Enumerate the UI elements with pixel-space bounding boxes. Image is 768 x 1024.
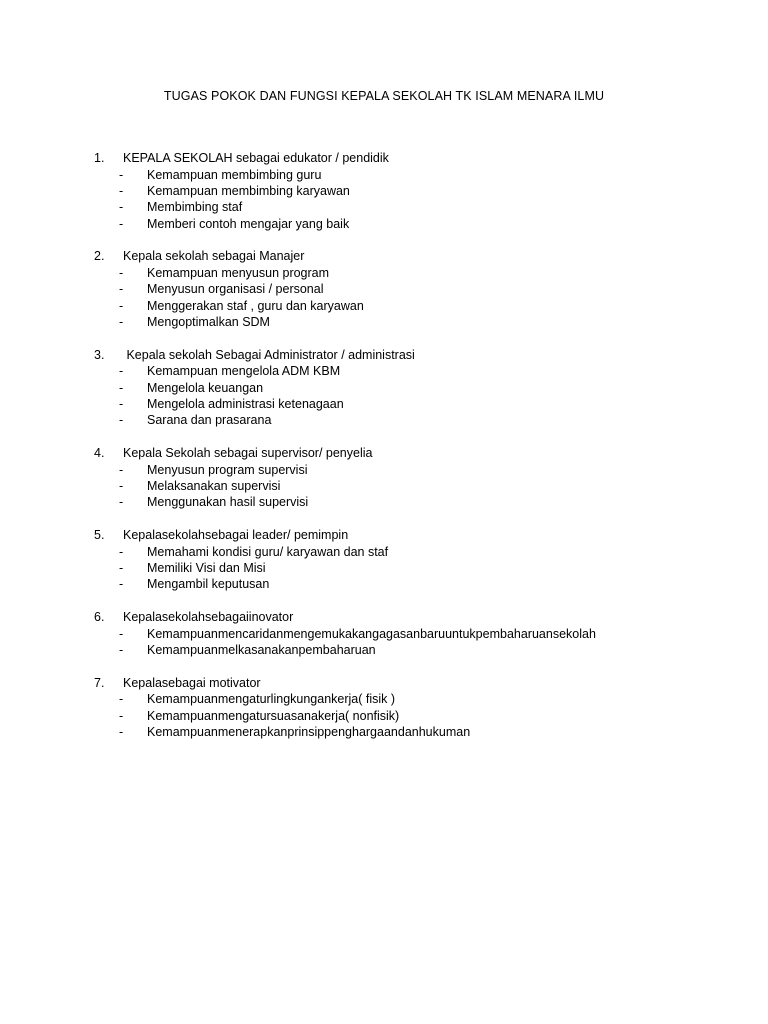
list-item-dash: - <box>119 380 124 395</box>
list-item <box>94 216 734 232</box>
list-item-text: Kemampuan menyusun program <box>147 265 330 280</box>
list-item-dash: - <box>119 544 124 559</box>
list-item-dash: - <box>119 298 124 313</box>
section-4 <box>94 445 734 511</box>
list-item-dash: - <box>119 626 124 641</box>
section-heading-row <box>94 150 734 167</box>
section-item-list <box>94 626 734 659</box>
list-item <box>94 380 734 396</box>
section-heading: KEPALA SEKOLAH sebagai edukator / pendidik <box>123 151 389 165</box>
section-number: 5. <box>94 528 105 543</box>
list-item <box>94 478 734 494</box>
list-item-dash: - <box>119 282 124 297</box>
list-item-text: Menyusun program supervisi <box>147 462 308 477</box>
section-heading: Kepalasebagai motivator <box>123 675 261 690</box>
list-item-dash: - <box>119 577 124 592</box>
list-item-dash: - <box>119 561 124 575</box>
list-item-text: Mengelola administrasi ketenagaan <box>147 396 344 411</box>
section-heading: Kepalasekolahsebagai leader/ pemimpin <box>123 528 349 543</box>
section-1 <box>94 150 734 232</box>
list-item-dash: - <box>119 725 124 740</box>
list-item-text: Memahami kondisi guru/ karyawan dan staf <box>147 544 389 559</box>
list-item-text: Mengoptimalkan SDM <box>147 314 270 329</box>
list-item <box>94 265 734 281</box>
list-item <box>94 724 734 740</box>
list-item-text: Sarana dan prasarana <box>147 413 272 428</box>
list-item <box>94 167 734 183</box>
list-item <box>94 544 734 560</box>
list-item-text: Menggerakan staf , guru dan karyawan <box>147 298 364 313</box>
list-item-text: Kemampuanmengatursuasanakerja( nonfisik) <box>147 708 400 723</box>
list-item-text: Membimbing staf <box>147 200 243 215</box>
list-item <box>94 626 734 642</box>
section-6 <box>94 609 734 658</box>
list-item <box>94 396 734 412</box>
section-2 <box>94 248 734 330</box>
list-item-dash: - <box>119 692 124 707</box>
section-heading-row <box>94 248 734 265</box>
list-item-dash: - <box>119 200 124 215</box>
list-item-dash: - <box>119 216 124 231</box>
list-item <box>94 560 734 576</box>
section-5 <box>94 527 734 593</box>
list-item <box>94 494 734 510</box>
section-heading: Kepala sekolah Sebagai Administrator / administrasi <box>123 347 415 362</box>
section-item-list <box>94 265 734 330</box>
section-item-list <box>94 544 734 593</box>
list-item <box>94 642 734 658</box>
list-item-dash: - <box>119 265 124 280</box>
section-number: 3. <box>94 347 105 362</box>
section-heading-row <box>94 445 734 462</box>
section-number: 4. <box>94 446 105 461</box>
list-item-dash: - <box>119 314 124 329</box>
section-number: 1. <box>94 151 105 165</box>
list-item-text: Mengambil keputusan <box>147 577 270 592</box>
section-heading: Kepalasekolahsebagaiinovator <box>123 610 294 625</box>
list-item <box>94 363 734 379</box>
section-7 <box>94 675 734 741</box>
list-item-dash: - <box>119 643 124 658</box>
section-heading-row <box>94 527 734 544</box>
section-3 <box>94 347 734 429</box>
section-number: 2. <box>94 249 105 264</box>
list-item <box>94 183 734 199</box>
list-item-dash: - <box>119 708 124 723</box>
section-heading-row <box>94 347 734 364</box>
section-heading-row <box>94 675 734 692</box>
section-item-list <box>94 167 734 232</box>
list-item-dash: - <box>119 413 124 428</box>
list-item-text: Kemampuanmengaturlingkungankerja( fisik ) <box>147 692 396 707</box>
section-item-list <box>94 363 734 428</box>
list-item-text: Kemampuanmenerapkanprinsippenghargaandanhukuman <box>147 725 471 740</box>
section-heading-row <box>94 609 734 626</box>
list-item-text: Memiliki Visi dan Misi <box>147 561 266 575</box>
section-number: 7. <box>94 675 105 690</box>
list-item-text: Menggunakan hasil supervisi <box>147 495 309 510</box>
list-item <box>94 412 734 428</box>
list-item-text: Menyusun organisasi / personal <box>147 282 324 297</box>
list-item-dash: - <box>119 183 124 198</box>
section-item-list <box>94 691 734 740</box>
list-item <box>94 708 734 724</box>
list-item-dash: - <box>119 495 124 510</box>
list-item-text: Memberi contoh mengajar yang baik <box>147 216 350 231</box>
document-title: TUGAS POKOK DAN FUNGSI KEPALA SEKOLAH TK ISLAM MENARA ILMU <box>163 89 605 103</box>
section-list <box>94 150 734 757</box>
section-heading: Kepala Sekolah sebagai supervisor/ penyelia <box>123 446 373 461</box>
list-item-dash: - <box>119 462 124 477</box>
section-heading: Kepala sekolah sebagai Manajer <box>123 249 305 264</box>
list-item <box>94 691 734 707</box>
list-item-dash: - <box>119 364 124 379</box>
section-number: 6. <box>94 610 105 625</box>
list-item-text: Kemampuan mengelola ADM KBM <box>147 364 341 379</box>
list-item <box>94 199 734 215</box>
list-item-dash: - <box>119 167 124 182</box>
list-item-text: Mengelola keuangan <box>147 380 264 395</box>
list-item-text: Kemampuan membimbing guru <box>147 167 322 182</box>
list-item <box>94 314 734 330</box>
list-item-dash: - <box>119 396 124 411</box>
list-item <box>94 281 734 297</box>
list-item-text: Kemampuanmelkasanakanpembaharuan <box>147 643 376 658</box>
section-item-list <box>94 462 734 511</box>
list-item <box>94 298 734 314</box>
list-item <box>94 576 734 592</box>
list-item-text: Melaksanakan supervisi <box>147 478 281 493</box>
list-item-text: Kemampuanmencaridanmengemukakangagasanbaruuntukpembaharuansekolah <box>147 626 596 641</box>
list-item-text: Kemampuan membimbing karyawan <box>147 183 350 198</box>
list-item <box>94 462 734 478</box>
list-item-dash: - <box>119 478 124 493</box>
